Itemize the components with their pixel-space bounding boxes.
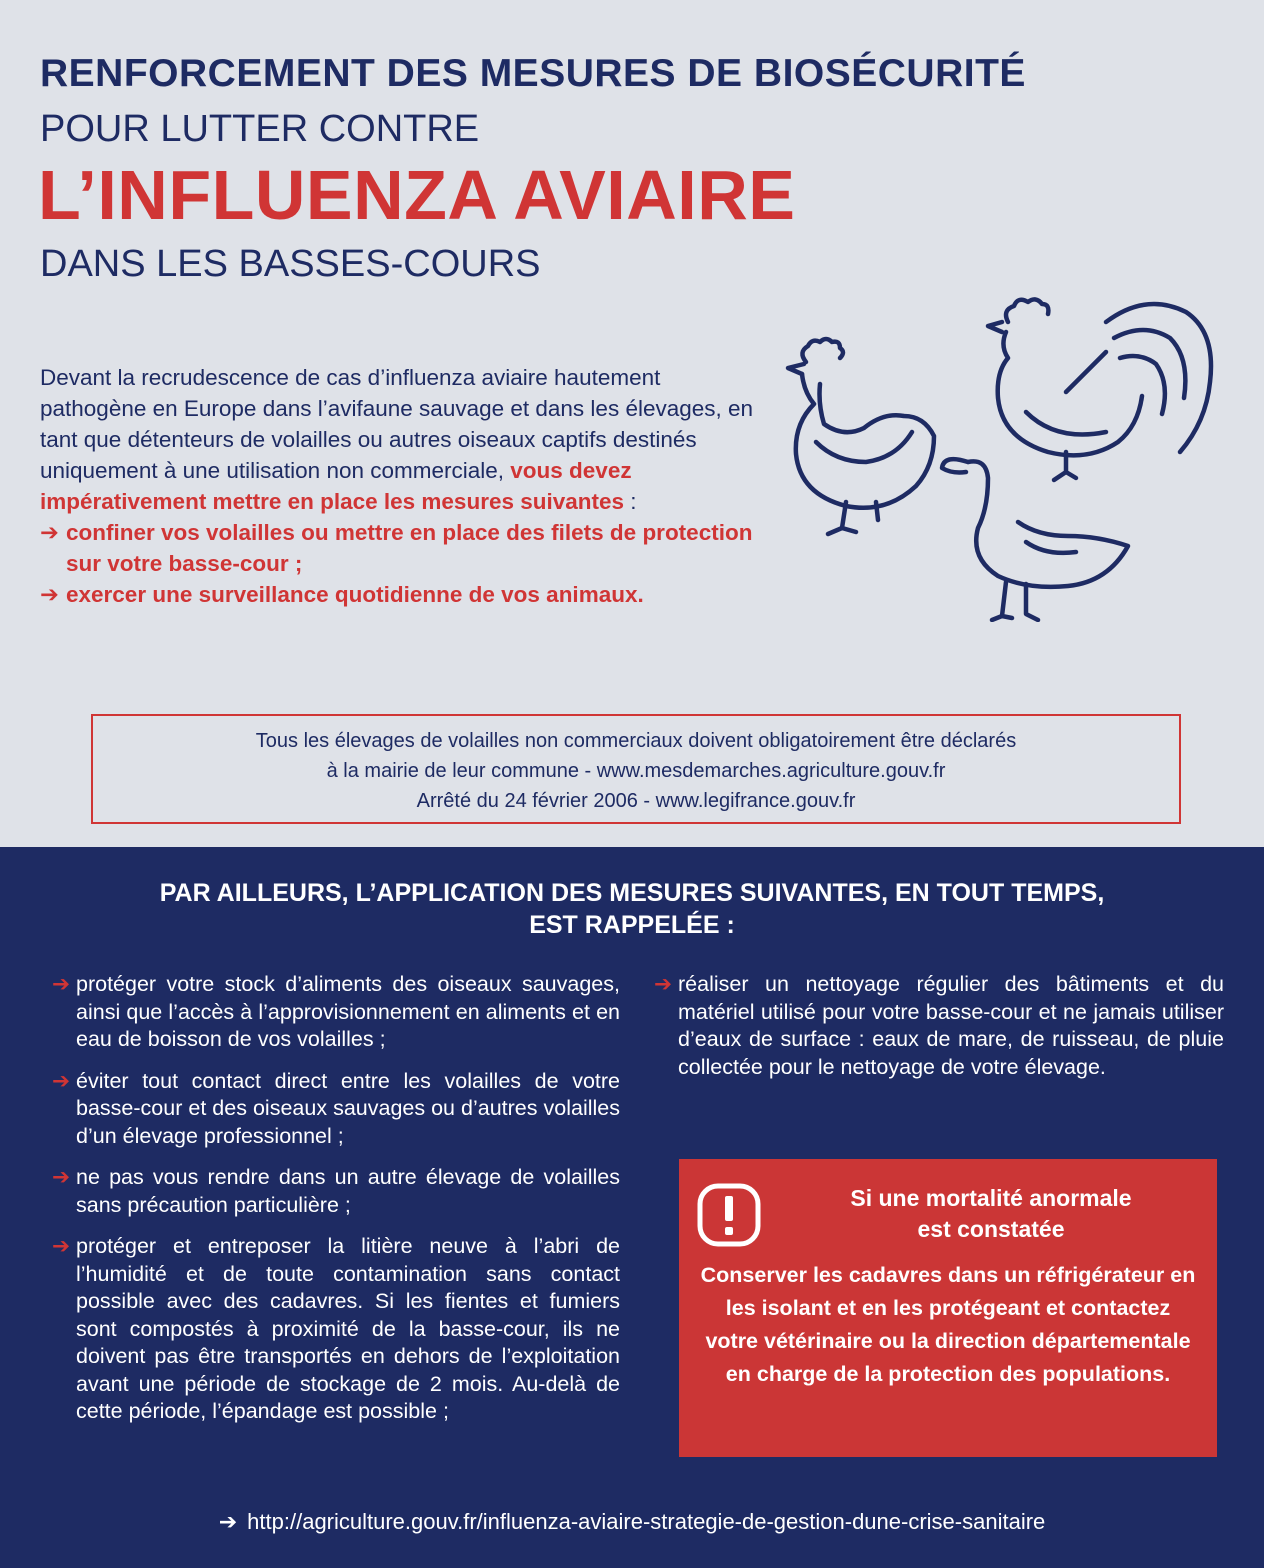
notice-line: Arrêté du 24 février 2006 - www.legifrance.gouv.fr <box>416 790 856 812</box>
reminder-item-text: protéger votre stock d’aliments des oiseaux sauvages, ainsi que l’accès à l’approvisionnement en aliments et en eau de boisson de vos volailles ; <box>76 972 620 1051</box>
alert-title-line: est constatée <box>917 1216 1065 1242</box>
title-line-2: POUR LUTTER CONTRE <box>40 108 480 150</box>
intro-item <box>40 579 770 610</box>
notice-line: à la mairie de leur commune - www.mesdemarches.agriculture.gouv.fr <box>326 760 946 782</box>
reminder-item <box>52 1233 620 1426</box>
intro-item-text: exercer une surveillance quotidienne de vos animaux. <box>66 582 644 607</box>
goose-icon <box>942 459 1128 620</box>
reminder-title-line: EST RAPPELÉE : <box>529 911 735 939</box>
arrow-icon: ➔ <box>52 1165 71 1189</box>
intro-colon: : <box>624 489 637 514</box>
reminder-item-text: éviter tout contact direct entre les volailles de votre basse-cour et des oiseaux sauvages ou d’autres volailles d’un élevage professionnel ; <box>76 1068 620 1148</box>
arrow-icon: ➔ <box>52 972 71 996</box>
alert-title-line: Si une mortalité anormale <box>850 1185 1132 1211</box>
reminder-left-column <box>52 971 620 1440</box>
hen-icon <box>788 339 934 534</box>
arrow-icon: ➔ <box>52 1234 71 1258</box>
intro-item-text: confiner vos volailles ou mettre en place des filets de protection sur votre basse-cour ; <box>66 520 753 576</box>
alert-title <box>771 1183 1211 1245</box>
rooster-icon <box>988 299 1211 480</box>
reminder-item-text: réaliser un nettoyage régulier des bâtiments et du matériel utilisé pour votre basse-cour et ne jamais utiliser d’eaux de surface : eaux de mare, de ruisseau, de pluie collectée pour le nettoyage de votre élevage. <box>678 972 1224 1079</box>
intro-list <box>40 517 770 610</box>
alert-body: Conserver les cadavres dans un réfrigérateur en les isolant et en les protégeant et contactez votre vétérinaire ou la direction départementale en charge de la protection des populations. <box>700 1263 1196 1386</box>
poultry-illustration <box>776 292 1216 622</box>
arrow-icon: ➔ <box>52 1068 71 1093</box>
title-line-1: RENFORCEMENT DES MESURES DE BIOSÉCURITÉ <box>40 52 1026 95</box>
reminder-item <box>654 971 1224 1081</box>
arrow-icon: ➔ <box>218 1509 238 1534</box>
intro-text: Devant la recrudescence de cas d’influenza aviaire hautement pathogène en Europe dans l’avifaune sauvage et dans les élevages, en tant que détenteurs de volailles ou autres oiseaux captifs destinés uniquement à une utilisation non commerciale, <box>40 365 754 483</box>
reminder-title <box>0 877 1264 941</box>
intro-item <box>40 517 770 579</box>
intro-paragraph <box>40 362 770 610</box>
arrow-icon: ➔ <box>40 582 59 607</box>
exclamation-icon <box>697 1183 761 1247</box>
title-line-4: DANS LES BASSES-COURS <box>40 243 541 285</box>
reminder-item-text: protéger et entreposer la litière neuve à l’abri de l’humidité et de toute contamination sans contact possible avec des cadavres. Si les fientes et fumiers sont compostés à proximité de la basse-cour, ils ne doivent pas être transportés en dehors de l’exploitation avant une période de stockage de 2 mois. Au-delà de cette période, l’épandage est possible ; <box>76 1234 620 1423</box>
bottom-section <box>0 847 1264 1568</box>
reminder-item-text: ne pas vous rendre dans un autre élevage de volailles sans précaution particulière ; <box>76 1165 620 1217</box>
arrow-icon: ➔ <box>40 520 59 545</box>
title-line-3: L’INFLUENZA AVIAIRE <box>38 156 796 234</box>
reminder-item <box>52 971 620 1054</box>
reminder-title-line: PAR AILLEURS, L’APPLICATION DES MESURES SUIVANTES, EN TOUT TEMPS, <box>159 879 1105 907</box>
reminder-item <box>52 1164 620 1219</box>
reminder-right-column <box>654 971 1224 1095</box>
footer-url[interactable]: http://agriculture.gouv.fr/influenza-aviaire-strategie-de-gestion-dune-crise-sanitaire <box>247 1509 1046 1534</box>
reminder-item <box>52 1068 620 1151</box>
arrow-icon: ➔ <box>654 972 673 996</box>
mortality-alert-box <box>679 1159 1217 1457</box>
intro-emphasis: vous devez impérativement mettre en place les mesures suivantes <box>40 458 632 514</box>
notice-line: Tous les élevages de volailles non commerciaux doivent obligatoirement être déclarés <box>255 730 1017 752</box>
footer-link[interactable] <box>0 1509 1264 1535</box>
declaration-notice <box>91 714 1181 824</box>
